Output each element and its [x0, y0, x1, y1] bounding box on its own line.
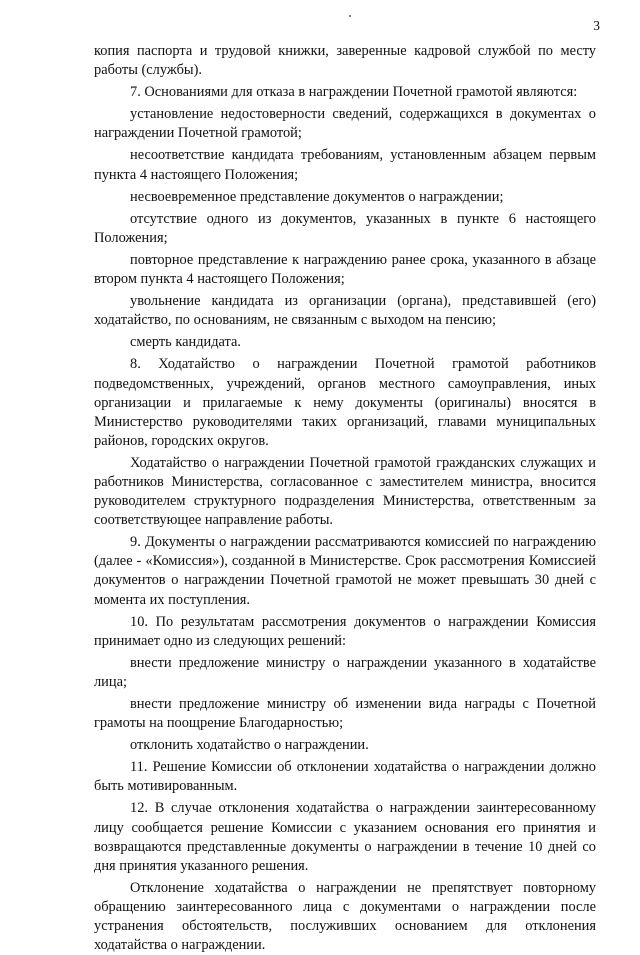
document-body: [94, 42, 596, 955]
paragraph: Отклонение ходатайства о награждении не препятствует повторному обращению заинтересованного лица с документами о награждении после устранения обстоятельств, послуживших основанием для отклонения ходатайства о награждении.: [94, 879, 596, 954]
paragraph: несоответствие кандидата требованиям, установленным абзацем первым пункта 4 настоящего Положения;: [94, 147, 596, 183]
paragraph: 11. Решение Комиссии об отклонении ходатайства о награждении должно быть мотивированным.: [94, 759, 596, 795]
paragraph: установление недостоверности сведений, содержащихся в документах о награждении Почетной грамотой;: [94, 106, 596, 142]
paragraph: смерть кандидата.: [130, 334, 242, 351]
paragraph: 12. В случае отклонения ходатайства о награждении заинтересованному лицу сообщается решение Комиссии с указанием основания его принятия и возвращаются представленные документы о награждении в течение 10 дней со дня принятия указанного решения.: [94, 800, 596, 874]
page-number: 3: [593, 18, 600, 33]
paragraph: Ходатайство о награждении Почетной грамотой гражданских служащих и работников Министерства, согласованное с заместителем министра, вносится руководителем структурного подразделения Министерства, ответственным за соответствующее направление работы.: [94, 454, 596, 529]
paragraph: отклонить ходатайство о награждении.: [130, 737, 369, 754]
paragraph: 8. Ходатайство о награждении Почетной грамотой работников подведомственных, учреждений, органов местного самоуправления, иных организации и прилагаемые к нему документы (оригиналы) вносятся в Министерство руководителями таких организаций, главами муниципальных районов, городских округов.: [94, 356, 596, 449]
paragraph: повторное представление к награждению ранее срока, указанного в абзаце втором пункта 4 настоящего Положения;: [94, 251, 596, 288]
paragraph: внести предложение министру о награждении указанного в ходатайстве лица;: [94, 654, 596, 690]
paragraph: 7. Основаниями для отказа в награждении Почетной грамотой являются:: [130, 84, 578, 101]
paragraph: копия паспорта и трудовой книжки, заверенные кадровой службой по месту работы (службы).: [94, 43, 596, 79]
paragraph: 10. По результатам рассмотрения документов о награждении Комиссия принимает одно из следующих решений:: [94, 613, 596, 649]
paragraph: несвоевременное представление документов о награждении;: [130, 188, 504, 205]
paragraph: увольнение кандидата из организации (органа), представившей (его) ходатайство, по основаниям, не связанным с выходом на пенсию;: [94, 293, 596, 329]
scan-speck: [349, 15, 351, 17]
paragraph: внести предложение министру об изменении вида награды с Почетной грамоты на поощрение Благодарностью;: [94, 696, 596, 732]
paragraph: отсутствие одного из документов, указанных в пункте 6 настоящего Положения;: [94, 210, 596, 246]
paragraph: 9. Документы о награждении рассматриваются комиссией по награждению (далее - «Комиссия»), созданной в Министерстве. Срок рассмотрения Комиссией документов о награждении Почетной грамотой не может превышать 30 дней с момента их поступления.: [94, 534, 596, 608]
